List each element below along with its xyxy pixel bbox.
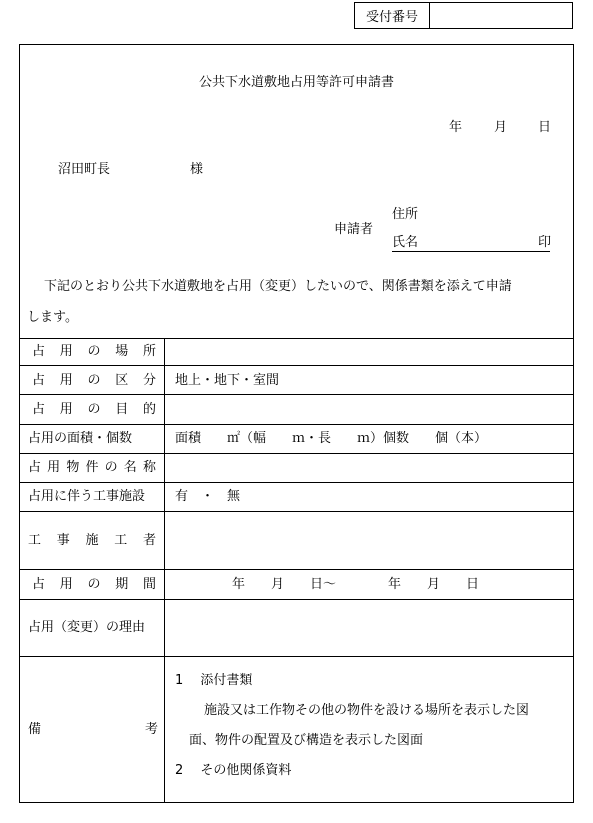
label-char: 所 xyxy=(142,344,156,359)
label-char: 場 xyxy=(115,344,129,359)
label-char: の xyxy=(104,460,118,475)
label-char: 分 xyxy=(142,373,156,388)
label-char: 称 xyxy=(142,460,156,475)
applicant-address-label: 住所 xyxy=(392,207,419,222)
label-char: 的 xyxy=(142,402,156,417)
label-char: 占 xyxy=(28,460,42,475)
row-label-category xyxy=(32,373,156,389)
label-char: 者 xyxy=(142,533,156,548)
date-year: 年 xyxy=(449,120,463,135)
label-char: 名 xyxy=(123,460,137,475)
label-char: 目 xyxy=(115,402,129,417)
label-char: 件 xyxy=(85,460,99,475)
label-char: 用 xyxy=(59,373,73,388)
remarks-item-1-detail: 施設又は工作物その他の物件を設ける場所を表示した図 xyxy=(204,703,530,718)
receipt-number-field[interactable] xyxy=(430,3,572,28)
applicant-name-label: 氏名 xyxy=(392,235,419,250)
label-char: 施 xyxy=(85,533,99,548)
row-divider xyxy=(19,599,574,600)
label-char: 区 xyxy=(115,373,129,388)
works-value[interactable]: 有 ・ 無 xyxy=(175,489,241,504)
row-label-object-name xyxy=(28,460,156,476)
label-char: 事 xyxy=(56,533,70,548)
label-char: 期 xyxy=(115,577,129,592)
label-char: 工 xyxy=(28,533,42,548)
applicant-label: 申請者 xyxy=(334,222,374,237)
remarks-label-right: 考 xyxy=(145,722,159,737)
remarks-item-2: 2 その他関係資料 xyxy=(175,763,292,778)
label-char: 占 xyxy=(32,373,46,388)
addressee-name: 沼田町長 xyxy=(58,162,111,177)
label-char: 占 xyxy=(32,344,46,359)
row-divider xyxy=(19,656,574,657)
label-char: 工 xyxy=(114,533,128,548)
label-char: の xyxy=(87,402,101,417)
row-label-location xyxy=(32,344,156,360)
table-top-border xyxy=(19,338,574,339)
row-divider xyxy=(19,394,574,395)
row-label-works: 占用に伴う工事施設 xyxy=(28,489,146,504)
label-char: の xyxy=(87,577,101,592)
date-month: 月 xyxy=(494,120,508,135)
body-text-line1: 下記のとおり公共下水道敷地を占用（変更）したいので、関係書類を添えて申請 xyxy=(44,279,512,294)
label-char: 用 xyxy=(59,402,73,417)
addressee-honorific: 様 xyxy=(190,162,204,177)
row-label-contractor xyxy=(28,533,156,549)
remarks-item-1-detail-cont: 面、物件の配置及び構造を表示した図面 xyxy=(189,733,424,748)
row-divider xyxy=(19,365,574,366)
label-char: 用 xyxy=(47,460,61,475)
date-day: 日 xyxy=(538,120,552,135)
category-value[interactable]: 地上・地下・室間 xyxy=(175,373,280,388)
row-label-period xyxy=(32,577,156,593)
applicant-name-underline xyxy=(392,251,550,252)
row-divider xyxy=(19,424,574,425)
period-value[interactable]: 年 月 日～ 年 月 日 xyxy=(232,577,480,592)
receipt-number-label: 受付番号 xyxy=(355,3,430,28)
row-label-reason: 占用（変更）の理由 xyxy=(28,620,146,635)
column-divider xyxy=(164,338,165,803)
form-title: 公共下水道敷地占用等許可申請書 xyxy=(198,75,394,90)
label-char: の xyxy=(87,344,101,359)
row-divider xyxy=(19,453,574,454)
label-char: 占 xyxy=(32,577,46,592)
label-char: 物 xyxy=(66,460,80,475)
row-divider xyxy=(19,511,574,512)
applicant-seal: 印 xyxy=(538,235,552,250)
label-char: 用 xyxy=(59,344,73,359)
label-char: の xyxy=(87,373,101,388)
row-label-area: 占用の面積・個数 xyxy=(28,431,133,446)
row-label-purpose xyxy=(32,402,156,418)
label-char: 占 xyxy=(32,402,46,417)
remarks-label-left: 備 xyxy=(28,722,42,737)
receipt-number-box xyxy=(354,2,573,29)
label-char: 間 xyxy=(142,577,156,592)
row-divider xyxy=(19,569,574,570)
remarks-item-1: 1 添付書類 xyxy=(175,673,253,688)
label-char: 用 xyxy=(59,577,73,592)
row-divider xyxy=(19,482,574,483)
area-value[interactable]: 面積 ㎡（幅 ｍ・長 ｍ）個数 個（本） xyxy=(175,431,488,446)
body-text-line2: します。 xyxy=(27,310,78,325)
